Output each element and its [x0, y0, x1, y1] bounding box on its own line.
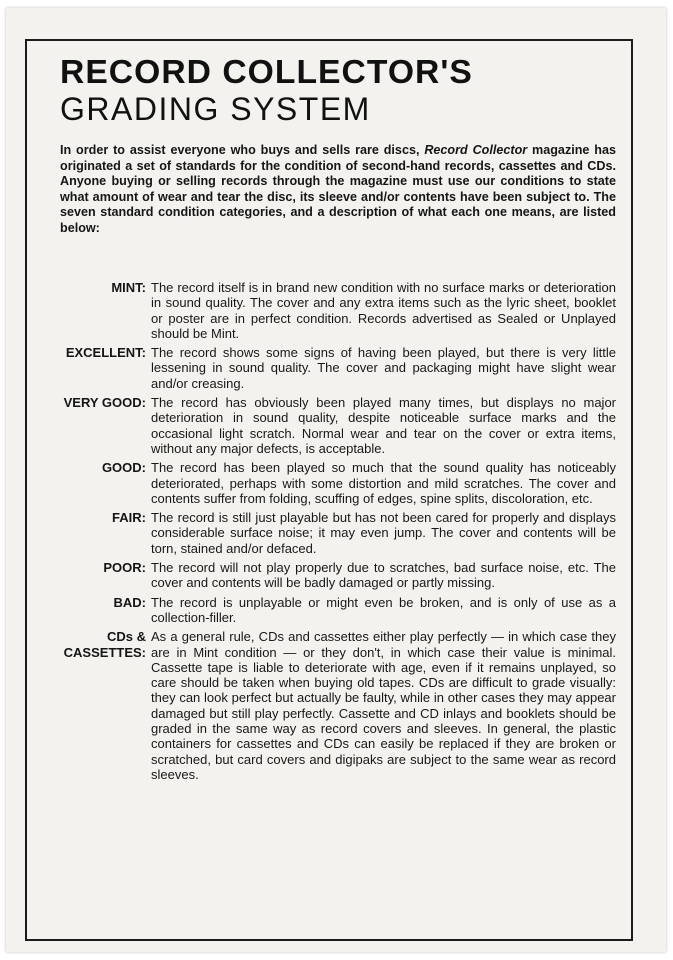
intro-text-before: In order to assist everyone who buys and sells rare discs, — [60, 143, 425, 157]
title-sub: GRADING SYSTEM — [60, 91, 371, 127]
grade-list — [30, 280, 616, 786]
grade-cds-cassettes — [30, 629, 616, 782]
grade-very-good — [30, 395, 616, 456]
grade-term-line: CASSETTES: — [63, 644, 146, 660]
grade-term: VERY GOOD: — [63, 395, 146, 411]
grade-term-line: CDs & — [106, 629, 146, 645]
magazine-name: Record Collector — [424, 143, 528, 157]
grade-fair — [30, 510, 616, 556]
grade-term: MINT: — [111, 280, 146, 295]
grade-description: The record will not play properly due to scratches, bad surface noise, etc. The cover and contents will be badly damaged or partly missing. — [151, 560, 616, 591]
grade-description: The record is still just playable but has not been cared for properly and displays considerable surface noise; it may even jump. The cover and contents will be torn, stained and/or defaced. — [151, 510, 616, 556]
grade-description: The record has been played so much that the sound quality has noticeably deteriorated, perhaps with some distortion and mild scratches. The cover and contents suffer from folding, scuffing of edges, spine splits, discoloration, etc. — [151, 460, 616, 506]
intro-paragraph — [60, 143, 616, 237]
grade-term: EXCELLENT: — [65, 345, 146, 361]
grade-term: GOOD: — [101, 460, 146, 476]
intro-text-after: magazine has originated a set of standards for the condition of second-hand records, cassettes and CDs. Anyone buying or selling records through the magazine must use our conditions to state what amount of wear and tear the disc, its sleeve and/or contents have been subject to. The seven standard condition categories, and a description of what each one means, are listed below: — [60, 143, 616, 235]
grade-description: The record is unplayable or might even be broken, and is only of use as a collection-filler. — [151, 594, 616, 625]
grade-excellent — [30, 345, 616, 391]
grade-term: POOR: — [103, 560, 146, 576]
grade-description: The record has obviously been played many times, but displays no major deterioration in sound quality, despite noticeable surface marks and the occasional light scratch. Normal wear and tear on the cover or extra items, without any major defects, is acceptable. — [151, 395, 616, 456]
grade-poor — [30, 560, 616, 591]
grade-description: The record itself is in brand new condition with no surface marks or deterioration in sound quality. The cover and any extra items such as the lyric sheet, booklet or poster are in perfect condition. Records advertised as Sealed or Unplayed should be Mint. — [151, 280, 616, 341]
grade-term: BAD: — [113, 594, 146, 610]
grade-description: As a general rule, CDs and cassettes either play perfectly — in which case they are in Mint condition — or they don't, in which case their value is minimal. Cassette tape is liable to deteriorate with age, even if it remains unplayed, so care should be taken when buying old tapes. CDs are difficult to grade visually: they can look perfect but actually be faulty, while in other cases they may appear damaged but still play perfectly. Cassette and CD inlays and booklets should be graded in the same way as record covers and sleeves. In general, the plastic containers for cassettes and CDs can easily be replaced if they are broken or scratched, but card covers and digipaks are subject to the same wear as record sleeves. — [151, 629, 616, 782]
grade-bad — [30, 595, 616, 626]
grade-term — [30, 629, 151, 660]
title-main: RECORD COLLECTOR'S — [60, 53, 473, 90]
grade-term: FAIR: — [112, 510, 146, 526]
grade-mint — [30, 280, 616, 341]
grade-description: The record shows some signs of having been played, but there is very little lessening in sound quality. The cover and packaging might have slight wear and/or creasing. — [151, 345, 616, 391]
grade-good — [30, 460, 616, 506]
